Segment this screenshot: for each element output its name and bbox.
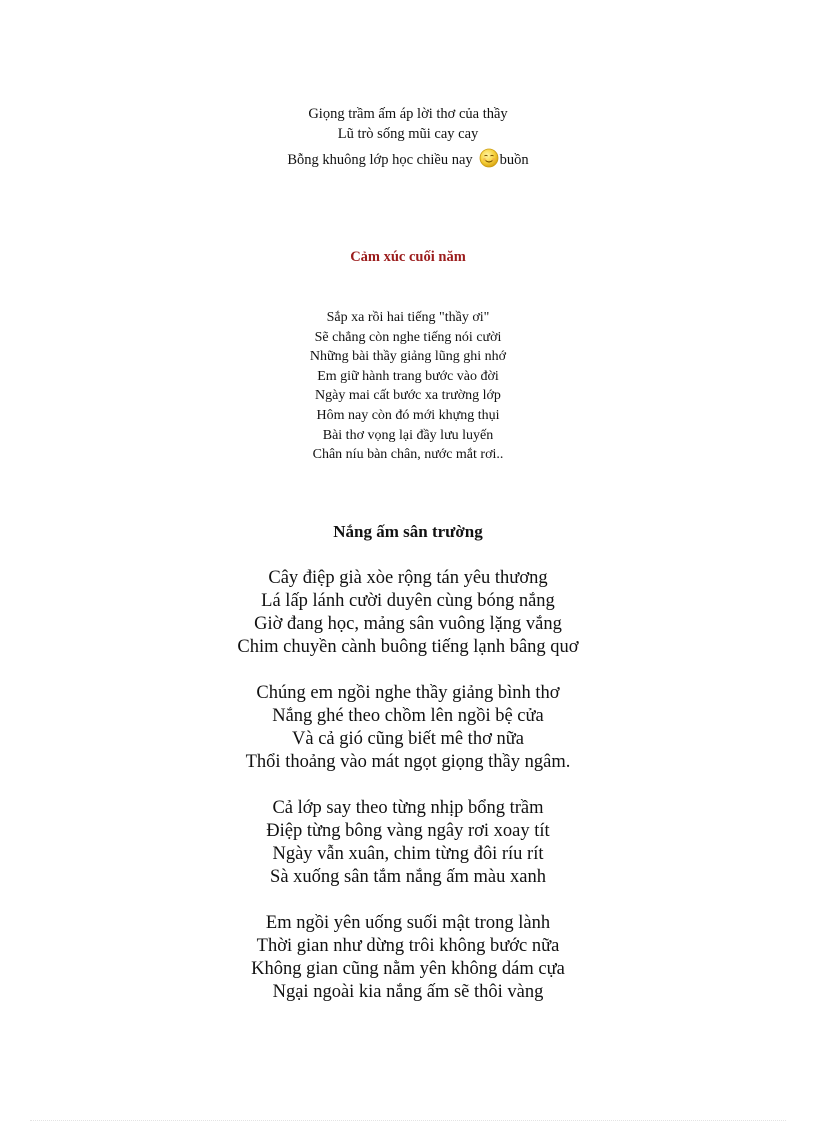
verse-line xyxy=(0,148,816,171)
stanza xyxy=(0,912,816,1004)
smiley-face-icon xyxy=(479,148,499,168)
verse-line: Nắng ghé theo chồm lên ngồi bệ cửa xyxy=(272,706,544,726)
verse-line: Bài thơ vọng lại đầy lưu luyến xyxy=(322,427,494,443)
poem-title: Nắng ấm sân trường xyxy=(333,522,483,541)
verse-line: Không gian cũng nằm yên không dám cựa xyxy=(251,959,565,979)
verse-line: Sà xuống sân tắm nắng ấm màu xanh xyxy=(270,867,546,887)
verse-line: Em giữ hành trang bước vào đời xyxy=(317,368,499,384)
verse-line-text: buồn xyxy=(499,152,529,168)
poem-body xyxy=(0,308,816,465)
verse-line: Giọng trầm ấm áp lời thơ của thầy xyxy=(308,106,508,122)
verse-line: Cây điệp già xòe rộng tán yêu thương xyxy=(268,568,548,588)
stanza xyxy=(0,567,816,659)
verse-line-text: Bỗng khuông lớp học chiều nay xyxy=(287,152,473,168)
verse-line: Điệp từng bông vàng ngây rơi xoay tít xyxy=(266,821,550,841)
verse-line: Những bài thầy giảng lũng ghi nhớ xyxy=(309,349,507,365)
verse-line: Sẽ chẳng còn nghe tiếng nói cười xyxy=(314,329,502,345)
verse-line: Lũ trò sống mũi cay cay xyxy=(337,126,479,142)
verse-line: Giờ đang học, mảng sân vuông lặng vắng xyxy=(254,614,562,634)
verse-line: Ngày vẫn xuân, chim từng đôi ríu rít xyxy=(272,844,544,864)
verse-line: Chim chuyền cành buông tiếng lạnh bâng quơ xyxy=(237,637,579,657)
stanza xyxy=(0,682,816,774)
opening-stanza xyxy=(0,104,816,171)
verse-line: Cả lớp say theo từng nhịp bổng trầm xyxy=(272,798,544,818)
page-bottom-divider xyxy=(30,1120,786,1121)
poem-body xyxy=(0,567,816,1027)
verse-line: Ngày mai cất bước xa trường lớp xyxy=(315,388,501,404)
verse-line: Em ngồi yên uống suối mật trong lành xyxy=(265,913,551,933)
verse-line: Chúng em ngồi nghe thầy giảng bình thơ xyxy=(256,683,560,703)
verse-line: Thời gian như dừng trôi không bước nữa xyxy=(256,936,560,956)
verse-line: Ngại ngoài kia nắng ấm sẽ thôi vàng xyxy=(272,982,544,1002)
verse-line: Chân níu bàn chân, nước mắt rơi.. xyxy=(312,447,504,463)
stanza xyxy=(0,797,816,889)
verse-line: Lá lấp lánh cười duyên cùng bóng nắng xyxy=(261,591,555,611)
verse-line: Và cả gió cũng biết mê thơ nữa xyxy=(292,729,524,749)
verse-line: Hôm nay còn đó mới khựng thụi xyxy=(316,407,500,423)
poem-title: Cảm xúc cuối năm xyxy=(350,249,466,265)
verse-line: Sắp xa rồi hai tiếng "thầy ơi" xyxy=(326,310,490,325)
verse-line: Thổi thoảng vào mát ngọt giọng thầy ngâm. xyxy=(245,752,571,772)
